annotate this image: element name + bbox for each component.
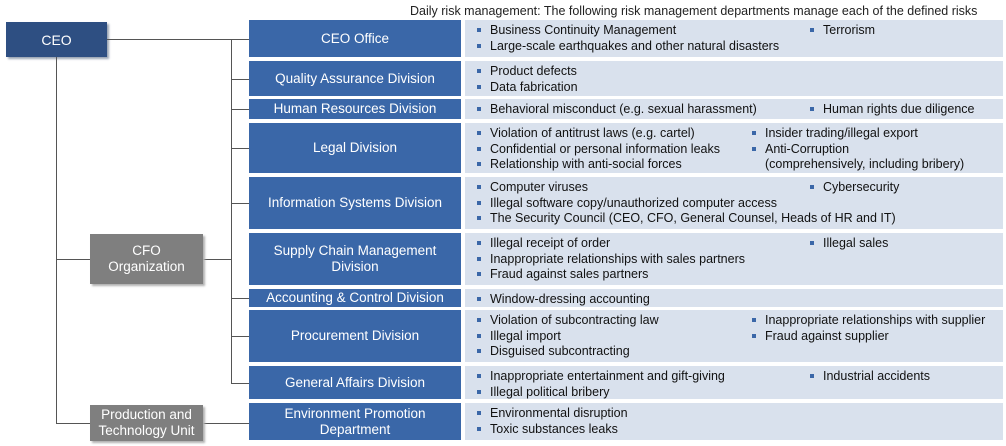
page-title: Daily risk management: The following risk management departments manage each of the defined risks xyxy=(410,4,978,18)
risk-item: Industrial accidents xyxy=(808,369,930,385)
risk-list-right xyxy=(808,236,888,252)
risk-item: Illegal receipt of order xyxy=(475,236,745,252)
risk-item: Violation of subcontracting law xyxy=(475,313,659,329)
production-technology-unit-box: Production and Technology Unit xyxy=(90,405,203,441)
division-box: CEO Office xyxy=(249,20,461,57)
risk-item: Confidential or personal information leaks xyxy=(475,142,720,158)
risk-list-box xyxy=(465,403,1003,440)
division-box: General Affairs Division xyxy=(249,366,461,399)
risk-list-left xyxy=(475,64,578,95)
connector-line xyxy=(56,259,90,260)
risk-item: Anti-Corruption (comprehensively, including bribery) xyxy=(750,142,964,173)
division-box: Quality Assurance Division xyxy=(249,61,461,96)
risk-item: Environmental disruption xyxy=(475,406,628,422)
risk-item: Disguised subcontracting xyxy=(475,344,659,360)
risk-item: Relationship with anti-social forces xyxy=(475,157,720,173)
risk-list-box xyxy=(465,177,1003,229)
connector-line xyxy=(231,109,249,110)
division-box: Accounting & Control Division xyxy=(249,289,461,307)
connector-line xyxy=(203,259,231,260)
risk-list-left xyxy=(475,292,650,308)
risk-list-left xyxy=(475,313,659,360)
connector-line xyxy=(231,203,249,204)
risk-item: The Security Council (CEO, CFO, General Counsel, Heads of HR and IT) xyxy=(475,211,896,227)
risk-item: Fraud against supplier xyxy=(750,329,985,345)
risk-item: Computer viruses xyxy=(475,180,896,196)
risk-list-box xyxy=(465,233,1003,285)
ceo-box: CEO xyxy=(6,22,107,57)
risk-list-right xyxy=(808,369,930,385)
risk-item: Illegal software copy/unauthorized computer access xyxy=(475,196,896,212)
risk-list-right xyxy=(750,313,985,344)
risk-item: Product defects xyxy=(475,64,578,80)
risk-item: Business Continuity Management xyxy=(475,23,779,39)
risk-list-box xyxy=(465,123,1003,173)
division-box: Information Systems Division xyxy=(249,177,461,229)
connector-line xyxy=(231,336,249,337)
cfo-organization-box: CFO Organization xyxy=(90,234,203,284)
risk-list-box xyxy=(465,99,1003,119)
risk-item: Human rights due diligence xyxy=(808,102,974,118)
risk-item: Behavioral misconduct (e.g. sexual harassment) xyxy=(475,102,757,118)
division-box: Environment Promotion Department xyxy=(249,403,461,440)
risk-list-right xyxy=(808,23,875,39)
connector-line xyxy=(231,79,249,80)
connector-line xyxy=(231,39,232,383)
risk-list-box xyxy=(465,310,1003,362)
risk-list-left xyxy=(475,102,757,118)
risk-list-left xyxy=(475,23,779,54)
division-box: Legal Division xyxy=(249,123,461,173)
risk-list-box xyxy=(465,366,1003,399)
risk-item: Data fabrication xyxy=(475,80,578,96)
connector-line xyxy=(203,423,249,424)
risk-item: Large-scale earthquakes and other natural disasters xyxy=(475,39,779,55)
risk-list-right xyxy=(750,126,964,173)
division-box: Human Resources Division xyxy=(249,99,461,119)
risk-item: Fraud against sales partners xyxy=(475,267,745,283)
division-box: Supply Chain Management Division xyxy=(249,233,461,285)
connector-line xyxy=(231,148,249,149)
connector-line xyxy=(56,57,57,424)
connector-line xyxy=(56,423,90,424)
risk-list-right xyxy=(808,180,899,196)
risk-item: Insider trading/illegal export xyxy=(750,126,964,142)
risk-list-right xyxy=(808,102,974,118)
risk-item: Inappropriate entertainment and gift-giving xyxy=(475,369,725,385)
risk-list-left xyxy=(475,126,720,173)
risk-item: Inappropriate relationships with sales partners xyxy=(475,252,745,268)
risk-list-box xyxy=(465,289,1003,307)
risk-item: Illegal political bribery xyxy=(475,385,725,401)
risk-item: Inappropriate relationships with supplier xyxy=(750,313,985,329)
risk-item: Window-dressing accounting xyxy=(475,292,650,308)
connector-line xyxy=(107,39,249,40)
risk-list-box xyxy=(465,20,1003,57)
risk-item: Illegal sales xyxy=(808,236,888,252)
risk-list-left xyxy=(475,236,745,283)
risk-item: Illegal import xyxy=(475,329,659,345)
connector-line xyxy=(231,298,249,299)
risk-item: Terrorism xyxy=(808,23,875,39)
division-box: Procurement Division xyxy=(249,310,461,362)
risk-list-left xyxy=(475,406,628,437)
risk-list-box xyxy=(465,61,1003,96)
risk-item: Violation of antitrust laws (e.g. cartel) xyxy=(475,126,720,142)
risk-item: Cybersecurity xyxy=(808,180,899,196)
connector-line xyxy=(231,383,249,384)
risk-item: Toxic substances leaks xyxy=(475,422,628,438)
risk-list-left xyxy=(475,369,725,400)
